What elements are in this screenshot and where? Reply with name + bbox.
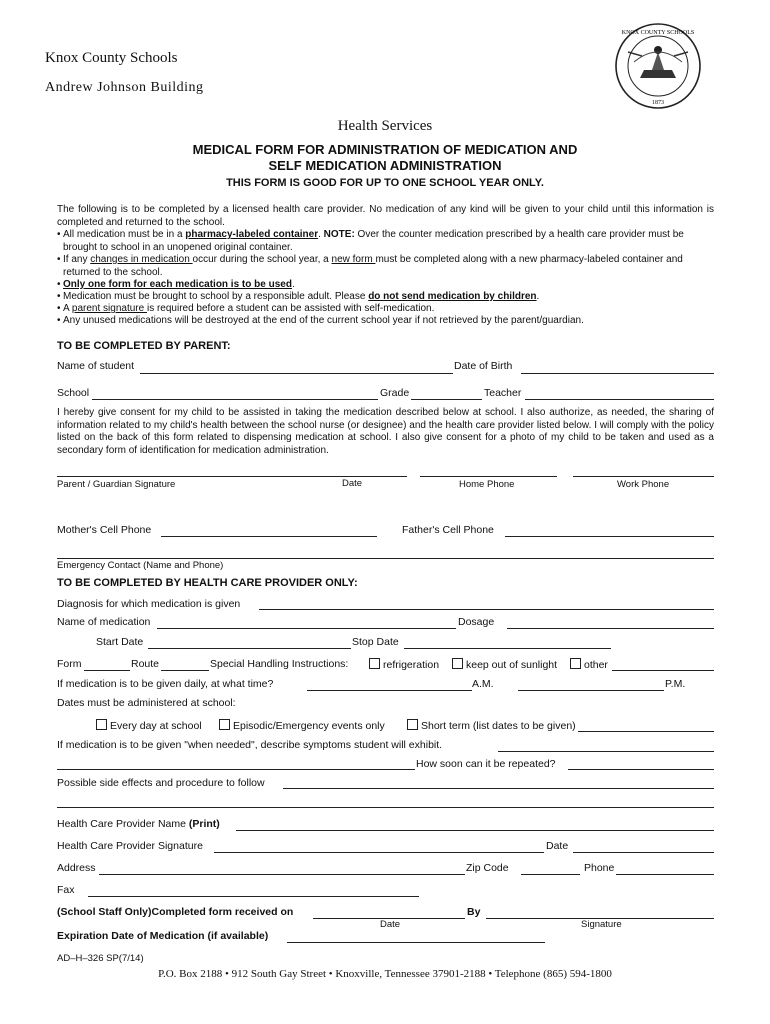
label-hcp-signature: Health Care Provider Signature	[57, 840, 203, 852]
label-start-date: Start Date	[96, 636, 144, 648]
bullet-3: • Only one form for each medication is to be used.	[57, 279, 295, 290]
provider-heading: TO BE COMPLETED BY HEALTH CARE PROVIDER ONLY:	[57, 577, 358, 589]
field-school[interactable]	[92, 399, 378, 400]
label-hcp-date: Date	[546, 840, 569, 852]
field-hcp-name[interactable]	[236, 830, 714, 831]
field-short-term-dates[interactable]	[578, 731, 714, 732]
label-am: A.M.	[472, 678, 494, 690]
field-work-phone[interactable]	[573, 476, 714, 477]
label-school: School	[57, 387, 90, 399]
field-fax[interactable]	[88, 896, 419, 897]
checkbox-every-day[interactable]: Every day at school	[96, 719, 202, 732]
label-diagnosis: Diagnosis for which medication is given	[57, 598, 241, 610]
field-when-needed[interactable]	[498, 751, 714, 752]
dept-name: Health Services	[337, 118, 433, 134]
label-by: By	[467, 906, 481, 918]
checkbox-box[interactable]	[452, 658, 463, 669]
caption-received-date: Date	[380, 919, 401, 930]
form-code: AD–H–326 SP(7/14)	[57, 953, 144, 964]
field-dob[interactable]	[521, 373, 714, 374]
label-stop-date: Stop Date	[352, 636, 399, 648]
label-repeat: How soon can it be repeated?	[416, 758, 556, 770]
caption-date: Date	[342, 478, 363, 489]
field-grade[interactable]	[411, 399, 482, 400]
field-dosage[interactable]	[507, 628, 714, 629]
checkbox-box[interactable]	[407, 719, 418, 730]
parent-heading: TO BE COMPLETED BY PARENT:	[57, 340, 231, 352]
checkbox-episodic[interactable]: Episodic/Emergency events only	[219, 719, 385, 732]
form-subtitle: THIS FORM IS GOOD FOR UP TO ONE SCHOOL YEAR ONLY.	[226, 177, 544, 189]
label-when-needed: If medication is to be given "when needed", describe symptoms student will exhibit.	[57, 739, 443, 751]
building-name: Andrew Johnson Building	[45, 80, 204, 95]
field-father-cell[interactable]	[505, 536, 714, 537]
footer-address: P.O. Box 2188 • 912 South Gay Street • Knoxville, Tennessee 37901-2188 • Telephone (865) 594-1800	[158, 968, 612, 980]
caption-home-phone: Home Phone	[459, 479, 515, 490]
bullet-5: • A parent signature is required before a student can be assisted with self-medication.	[57, 303, 435, 314]
field-route[interactable]	[161, 670, 209, 671]
field-start-date[interactable]	[148, 648, 351, 649]
label-phone: Phone	[584, 862, 615, 874]
field-other[interactable]	[612, 670, 714, 671]
label-side-effects: Possible side effects and procedure to follow	[57, 777, 265, 789]
field-side-effects[interactable]	[283, 788, 714, 789]
checkbox-box[interactable]	[369, 658, 380, 669]
label-hcp-name: Health Care Provider Name (Print)	[57, 818, 220, 830]
field-am-time[interactable]	[307, 690, 472, 691]
label-expiration: Expiration Date of Medication (if available)	[57, 930, 269, 942]
label-teacher: Teacher	[484, 387, 522, 399]
field-home-phone[interactable]	[420, 476, 557, 477]
checkbox-box[interactable]	[96, 719, 107, 730]
caption-emergency-contact: Emergency Contact (Name and Phone)	[57, 560, 224, 571]
field-emergency-contact[interactable]	[57, 558, 714, 559]
label-fax: Fax	[57, 884, 75, 896]
label-name-of-student: Name of student	[57, 360, 135, 372]
checkbox-short-term[interactable]: Short term (list dates to be given)	[407, 719, 576, 732]
field-teacher[interactable]	[525, 399, 714, 400]
intro-text: The following is to be completed by a licensed health care provider. No medication of any kind will be given to your child until this information is completed and returned to the school.	[57, 204, 714, 228]
field-symptoms[interactable]	[57, 769, 415, 770]
bullet-2: • If any changes in medication occur during the school year, a new form must be completed along with a new pharmacy-labeled container and returned to the school.	[57, 254, 683, 278]
field-address[interactable]	[99, 874, 465, 875]
caption-received-signature: Signature	[581, 919, 622, 930]
bullet-1: • All medication must be in a pharmacy-labeled container. NOTE: Over the counter medication prescribed by a health care provider must be brought to school in an unopened original container.	[57, 229, 684, 253]
field-name-of-student[interactable]	[140, 373, 453, 374]
field-hcp-signature[interactable]	[214, 852, 544, 853]
form-title-line1: MEDICAL FORM FOR ADMINISTRATION OF MEDICATION AND	[192, 142, 578, 157]
label-dates-admin: Dates must be administered at school:	[57, 697, 236, 709]
consent-text: I hereby give consent for my child to be assisted in taking the medication described below at school. I also authorize, as needed, the sharing of information related to my child's health between the school nurse (or designee) and the health care provider listed below. I will comply with the policy listed on the back of this form related to dispensing medication at school. I also give consent for a photo of my child to be taken and used as a secondary form of identification for medication administration.	[57, 407, 714, 456]
seal-text: KNOX COUNTY SCHOOLS	[621, 30, 695, 36]
label-route: Route	[131, 658, 160, 670]
field-form[interactable]	[84, 670, 130, 671]
org-name: Knox County Schools	[45, 50, 178, 66]
form-title-line2: SELF MEDICATION ADMINISTRATION	[268, 158, 502, 173]
label-father-cell: Father's Cell Phone	[402, 524, 494, 536]
label-mother-cell: Mother's Cell Phone	[57, 524, 152, 536]
label-dob: Date of Birth	[454, 360, 513, 372]
label-special-handling: Special Handling Instructions:	[210, 658, 349, 670]
bullet-4: • Medication must be brought to school by a responsible adult. Please do not send medication by children.	[57, 291, 540, 302]
field-med-name[interactable]	[157, 628, 456, 629]
field-expiration[interactable]	[287, 942, 545, 943]
field-parent-signature[interactable]	[57, 476, 407, 477]
field-mother-cell[interactable]	[161, 536, 377, 537]
label-zip: Zip Code	[466, 862, 509, 874]
field-hcp-date[interactable]	[573, 852, 714, 853]
field-side-effects-2[interactable]	[57, 807, 714, 808]
checkbox-refrigeration[interactable]: refrigeration	[369, 658, 439, 671]
field-phone[interactable]	[616, 874, 714, 875]
county-seal	[614, 22, 702, 110]
label-address: Address	[57, 862, 96, 874]
field-pm-time[interactable]	[518, 690, 664, 691]
label-dosage: Dosage	[458, 616, 495, 628]
field-repeat[interactable]	[568, 769, 714, 770]
seal-year: 1873	[652, 100, 664, 106]
bullet-6: • Any unused medications will be destroyed at the end of the current school year if not retrieved by the parent/guardian.	[57, 315, 584, 326]
field-zip[interactable]	[521, 874, 580, 875]
field-diagnosis[interactable]	[259, 609, 714, 610]
checkbox-other[interactable]: other	[570, 658, 608, 671]
checkbox-box[interactable]	[219, 719, 230, 730]
caption-work-phone: Work Phone	[617, 479, 670, 490]
checkbox-sunlight[interactable]: keep out of sunlight	[452, 658, 557, 671]
label-staff-received: (School Staff Only)Completed form received on	[57, 906, 294, 918]
label-daily-time: If medication is to be given daily, at what time?	[57, 678, 274, 690]
label-med-name: Name of medication	[57, 616, 151, 628]
label-pm: P.M.	[665, 678, 686, 690]
label-grade: Grade	[380, 387, 410, 399]
caption-parent-signature: Parent / Guardian Signature	[57, 479, 176, 490]
checkbox-box[interactable]	[570, 658, 581, 669]
field-stop-date[interactable]	[404, 648, 611, 649]
label-form: Form	[57, 658, 82, 670]
